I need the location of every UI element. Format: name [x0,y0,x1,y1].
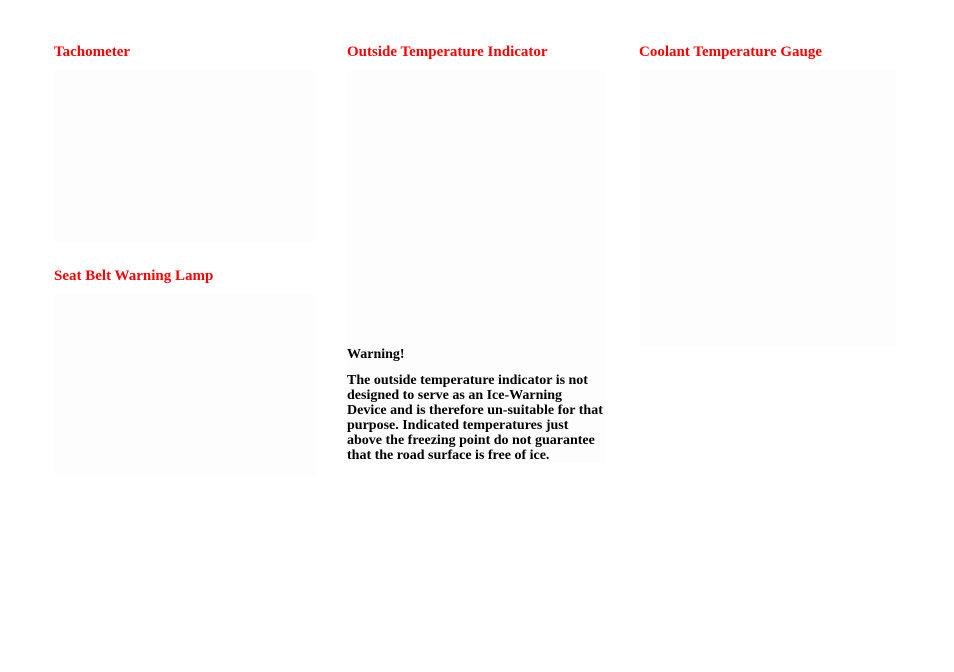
outside-temperature-heading: Outside Temperature Indicator [347,44,548,60]
outside-temperature-figure [347,70,605,346]
seat-belt-warning-lamp-figure [54,294,316,476]
coolant-temperature-heading: Coolant Temperature Gauge [639,44,823,60]
warning-title: Warning! [347,347,405,362]
tachometer-heading: Tachometer [54,44,131,60]
coolant-temperature-figure [639,70,897,346]
seat-belt-warning-lamp-heading: Seat Belt Warning Lamp [54,268,214,284]
tachometer-figure [54,70,316,242]
warning-box [347,346,605,463]
warning-text: The outside temperature indicator is not designed to serve as an Ice-Warning Device and is therefore un-suitable for that purpose. Indicated temperatures just above the freezing point do not guarantee that the road surface is free of ice. [347,373,603,463]
